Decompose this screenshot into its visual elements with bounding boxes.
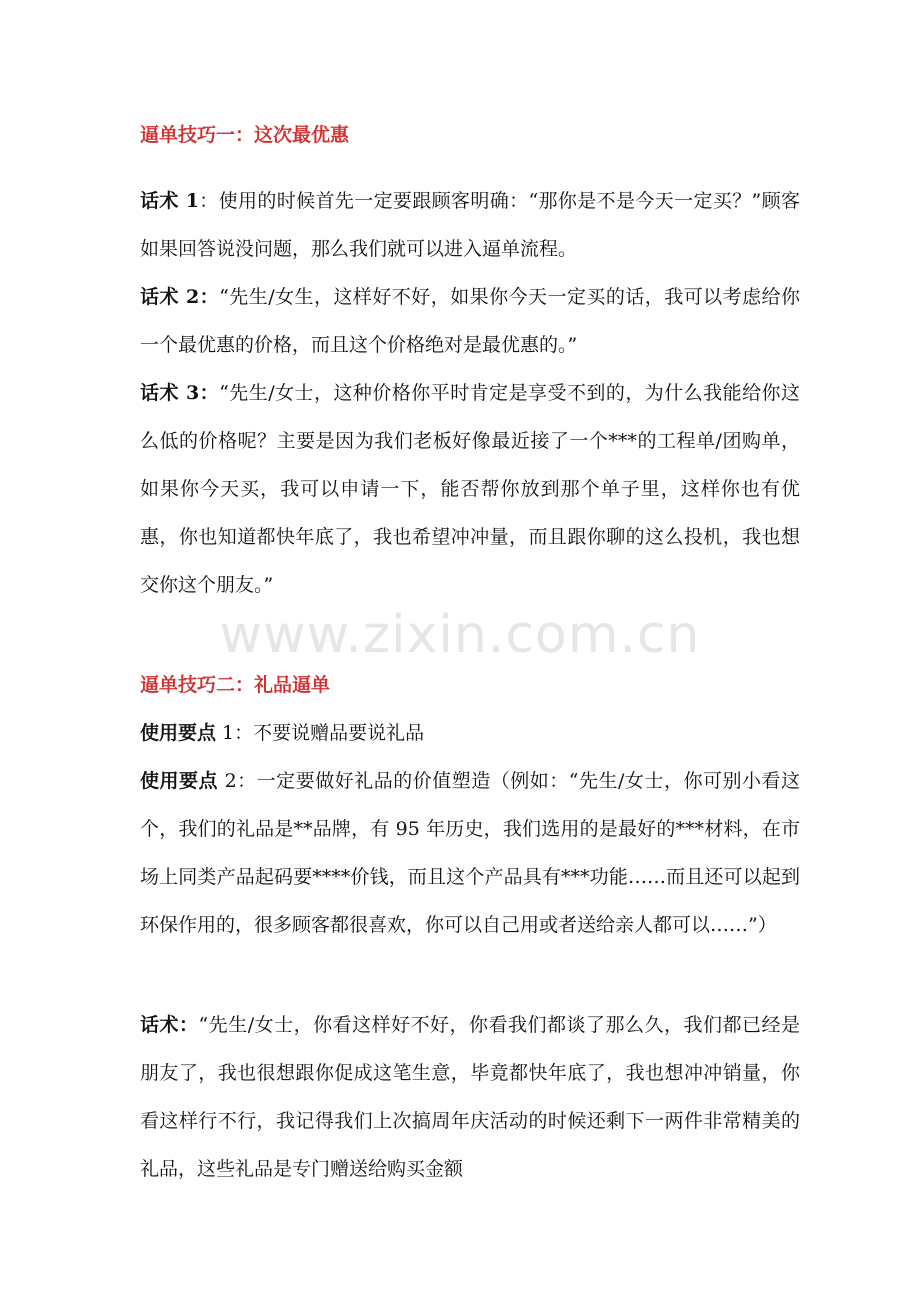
section1-item-2 bbox=[140, 273, 800, 369]
script-text: “先生/女士，你看这样好不好，你看我们都谈了那么久，我们都已经是朋友了，我也很想跟你促成这笔生意，毕竟都快年底了，我也想冲冲销量，你看这样行不行，我记得我们上次搞周年庆活动的时候还剩下一两件非常精美的礼品，这些礼品是专门赠送给购买金额 bbox=[140, 1014, 800, 1180]
section1-item-3 bbox=[140, 369, 800, 609]
section2-item-2 bbox=[140, 757, 800, 949]
section2-title: 逼单技巧二：礼品逼单 bbox=[140, 674, 331, 696]
watermark: www.zixin.com.cn bbox=[219, 605, 701, 665]
script-label: 话术： bbox=[140, 1014, 199, 1036]
section2-item-1 bbox=[140, 709, 800, 757]
section1-title: 逼单技巧一：这次最优惠 bbox=[140, 124, 350, 146]
point-text: 1：不要说赠品要说礼品 bbox=[216, 722, 425, 744]
point-label: 使用要点 bbox=[140, 770, 219, 792]
point-text: 2：一定要做好礼品的价值塑造（例如：“先生/女士，你可别小看这个，我们的礼品是**品牌，有 95 年历史，我们选用的是最好的***材料，在市场上同类产品起码要****价钱，而且这个产品具有***功能……而且还可以起到环保作用的，很多顾客都很喜欢，你可以自己用或者送给亲人都可以……”） bbox=[140, 770, 800, 936]
section1-item-1 bbox=[140, 177, 800, 273]
section2-item-3 bbox=[140, 1001, 800, 1193]
script-label: 话术 2： bbox=[140, 286, 220, 308]
script-text: ：使用的时候首先一定要跟顾客明确：“那你是不是今天一定买？”顾客如果回答说没问题，那么我们就可以进入逼单流程。 bbox=[140, 190, 800, 260]
script-label: 话术 1 bbox=[140, 190, 199, 212]
script-label: 话术 3： bbox=[140, 382, 220, 404]
script-text: “先生/女生，这样好不好，如果你今天一定买的话，我可以考虑给你一个最优惠的价格，而且这个价格绝对是最优惠的。” bbox=[140, 286, 800, 356]
point-label: 使用要点 bbox=[140, 722, 217, 744]
script-text: “先生/女士，这种价格你平时肯定是享受不到的，为什么我能给你这么低的价格呢？主要是因为我们老板好像最近接了一个***的工程单/团购单，如果你今天买，我可以申请一下，能否帮你放到那个单子里，这样你也有优惠，你也知道都快年底了，我也希望冲冲量，而且跟你聊的这么投机，我也想交你这个朋友。” bbox=[140, 382, 800, 596]
